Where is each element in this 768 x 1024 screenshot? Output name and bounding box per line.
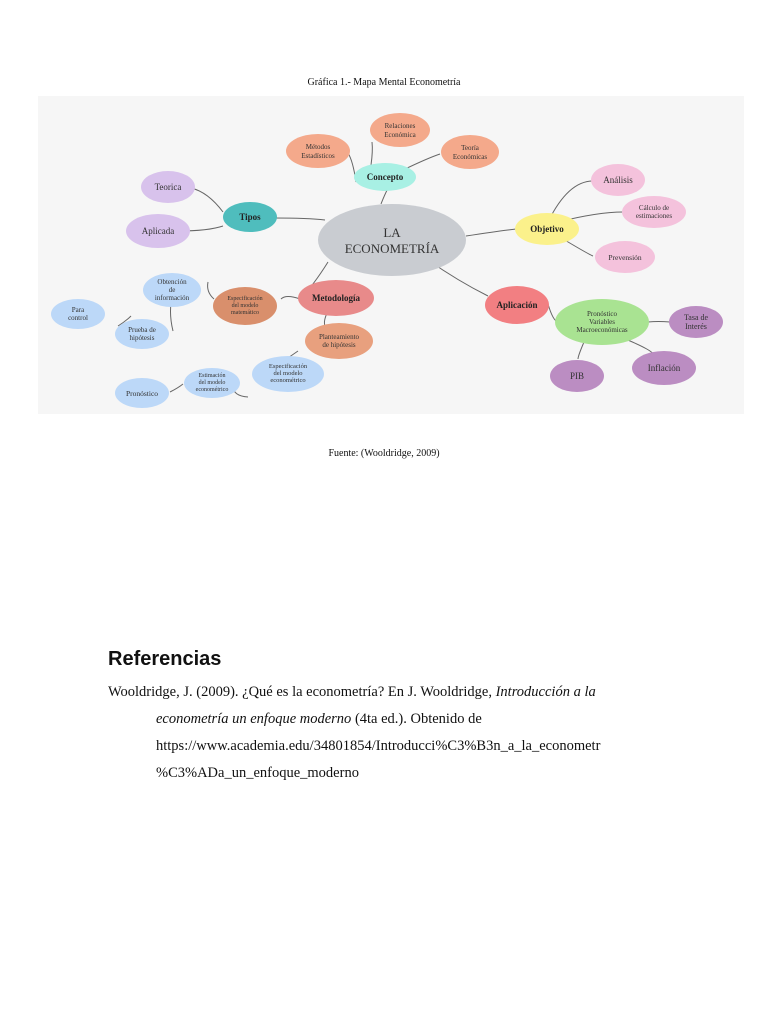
reference-book-title-2: econometría un enfoque moderno xyxy=(156,711,352,727)
relaciones-label-2: Económica xyxy=(384,131,416,139)
para-control-label-1: Para xyxy=(71,306,85,314)
teoria-label-2: Económicas xyxy=(452,153,488,161)
center-label-2: ECONOMETRÍA xyxy=(344,241,440,256)
tasa-label-2: Interés xyxy=(685,322,707,331)
obtencion-label-3: información xyxy=(154,294,190,302)
relaciones-label-1: Relaciones xyxy=(384,122,416,130)
reference-url-line-2[interactable]: %C3%ADa_un_enfoque_moderno xyxy=(156,765,359,781)
aplicacion-label: Aplicación xyxy=(496,300,538,310)
reference-author-date: Wooldridge, J. (2009). ¿Qué es la econometría? En J. Wooldridge, xyxy=(108,684,496,700)
planteamiento-label-2: de hipótesis xyxy=(322,341,356,349)
center-label-1: LA xyxy=(383,225,401,240)
pronostico-variables-label-2: Variables xyxy=(588,318,616,326)
reference-book-title-1: Introducción a la xyxy=(495,684,596,700)
planteamiento-label-1: Planteamiento xyxy=(318,333,360,341)
references-section xyxy=(108,648,668,787)
estimacion-label-3: econométrico xyxy=(195,387,229,393)
reference-url-line-1[interactable]: https://www.academia.edu/34801854/Introducci%C3%B3n_a_la_econometr xyxy=(156,738,601,754)
reference-line-1 xyxy=(108,679,668,706)
tasa-label-1: Tasa de xyxy=(683,313,709,322)
pronostico-label: Pronóstico xyxy=(125,389,159,398)
references-heading: Referencias xyxy=(108,648,222,670)
prevension-label: Prevensión xyxy=(608,253,642,262)
pib-label: PIB xyxy=(569,371,585,381)
metodos-label-2: Estadísticos xyxy=(301,152,335,160)
especificacion-label-2: del modelo xyxy=(231,303,259,309)
estimacion-label-2: del modelo xyxy=(198,380,226,386)
tipos-label: Tipos xyxy=(239,212,261,222)
objetivo-label: Objetivo xyxy=(530,224,564,234)
pronostico-variables-label-1: Pronóstico xyxy=(587,310,617,318)
teoria-label-1: Teoría xyxy=(461,144,479,152)
reference-line-2 xyxy=(108,706,668,733)
metodologia-label: Metodología xyxy=(312,293,360,303)
teorica-label: Teorica xyxy=(154,182,182,192)
analisis-label: Análisis xyxy=(603,175,633,185)
obtencion-label-1: Obtención xyxy=(157,278,187,286)
calculo-label-2: estimaciones xyxy=(635,212,673,220)
reference-edition: (4ta ed.). Obtenido de xyxy=(351,711,482,727)
especificacion-label-1: Especificación xyxy=(227,296,263,302)
estimacion-label-1: Estimación xyxy=(198,373,226,379)
especificacion-econometrico-label-1: Especificación xyxy=(268,363,308,370)
teoria-node xyxy=(441,135,499,169)
figure-source: Fuente: (Wooldridge, 2009) xyxy=(328,448,440,459)
metodos-node xyxy=(286,134,350,168)
aplicada-label: Aplicada xyxy=(141,226,175,236)
especificacion-econometrico-label-3: econométrico xyxy=(270,377,306,384)
metodos-label-1: Métodos xyxy=(305,143,331,151)
pronostico-variables-label-3: Macroeconómicas xyxy=(576,326,628,334)
para-control-label-2: control xyxy=(68,314,88,322)
especificacion-econometrico-label-2: del modelo xyxy=(273,370,303,377)
prueba-label-1: Prueba de xyxy=(128,326,156,334)
especificacion-label-3: matemático xyxy=(231,310,259,316)
relaciones-node xyxy=(370,113,430,147)
calculo-label-1: Cálculo de xyxy=(638,204,670,212)
figure-caption: Gráfica 1.- Mapa Mental Econometría xyxy=(307,77,461,88)
mind-map-econometria xyxy=(38,96,744,414)
center-node xyxy=(318,204,466,276)
prueba-label-2: hipótesis xyxy=(129,334,155,342)
inflacion-label: Inflación xyxy=(647,363,681,373)
obtencion-label-2: de xyxy=(168,286,176,294)
concepto-label: Concepto xyxy=(366,172,404,182)
